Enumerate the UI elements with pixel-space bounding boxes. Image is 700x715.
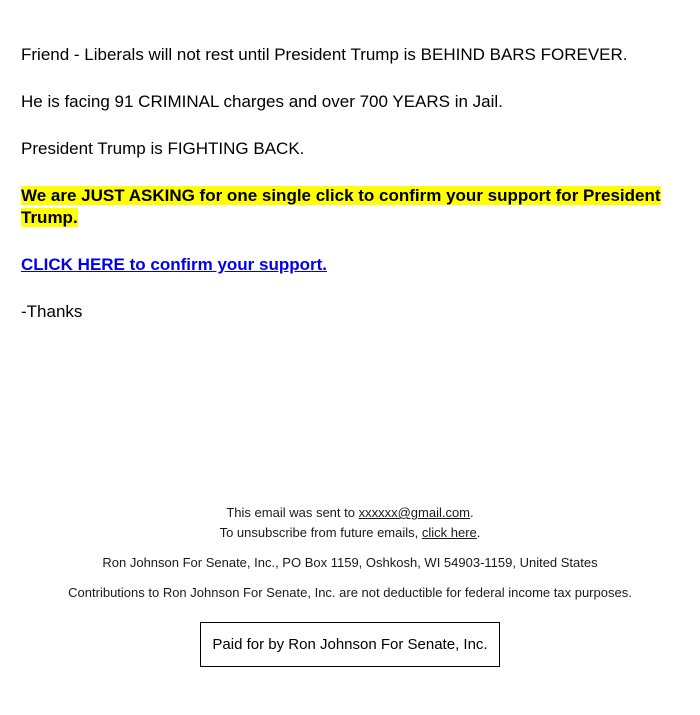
unsubscribe-text: To unsubscribe from future emails, bbox=[219, 525, 422, 540]
tax-disclaimer: Contributions to Ron Johnson For Senate, Inc. are not deductible for federal income tax purposes. bbox=[68, 585, 632, 600]
unsubscribe-link[interactable]: click here bbox=[421, 525, 477, 540]
paragraph-charges: He is facing 91 CRIMINAL charges and over 700 YEARS in Jail. bbox=[21, 92, 503, 111]
recipient-email-link[interactable]: xxxxxx@gmail.com bbox=[358, 505, 471, 520]
paid-for-container bbox=[0, 622, 700, 667]
paragraph-cta bbox=[21, 254, 679, 276]
unsubscribe-period: . bbox=[476, 525, 481, 540]
email-body bbox=[0, 0, 700, 323]
sent-to-line bbox=[0, 503, 700, 523]
paragraph-highlight bbox=[21, 185, 679, 229]
paragraph-intro: Friend - Liberals will not rest until President Trump is BEHIND BARS FOREVER. bbox=[21, 45, 628, 64]
highlighted-text: We are JUST ASKING for one single click to confirm your support for President Trump. bbox=[21, 186, 661, 227]
email-footer bbox=[0, 503, 700, 667]
sent-to-text: This email was sent to bbox=[226, 505, 359, 520]
paragraph-fighting-back: President Trump is FIGHTING BACK. bbox=[21, 139, 305, 158]
postal-address: Ron Johnson For Senate, Inc., PO Box 1159, Oshkosh, WI 54903-1159, United States bbox=[102, 555, 598, 570]
whitespace-spacer bbox=[0, 348, 700, 503]
paid-for-box: Paid for by Ron Johnson For Senate, Inc. bbox=[200, 622, 499, 667]
paragraph-signoff: -Thanks bbox=[21, 302, 83, 321]
unsubscribe-line bbox=[0, 523, 700, 543]
sent-to-period: . bbox=[470, 505, 474, 520]
click-here-link[interactable]: CLICK HERE to confirm your support. bbox=[21, 255, 327, 274]
